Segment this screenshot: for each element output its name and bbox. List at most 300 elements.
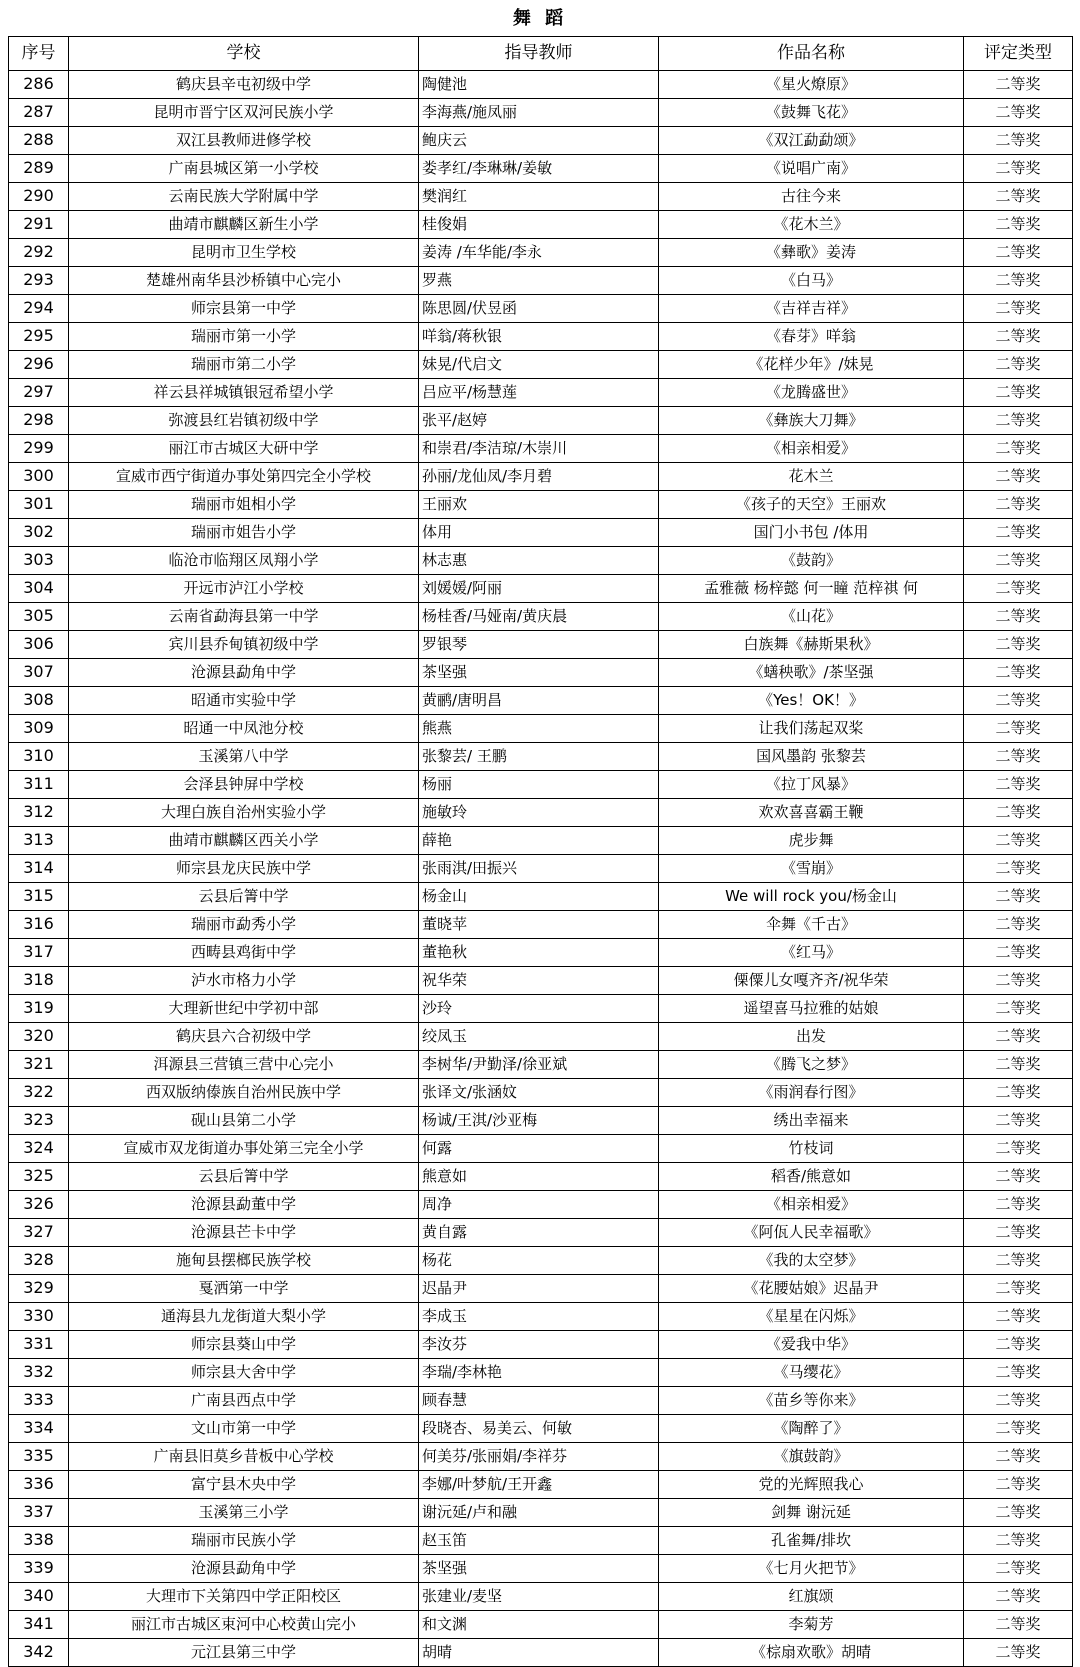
cell-award: 二等奖 bbox=[964, 939, 1073, 967]
cell-award: 二等奖 bbox=[964, 351, 1073, 379]
cell-award: 二等奖 bbox=[964, 1079, 1073, 1107]
column-header-school: 学校 bbox=[69, 37, 419, 71]
table-row bbox=[9, 239, 1073, 267]
table-row bbox=[9, 1359, 1073, 1387]
table-row bbox=[9, 407, 1073, 435]
cell-teacher: 张平/赵婷 bbox=[419, 407, 659, 435]
cell-index: 295 bbox=[9, 323, 69, 351]
table-row bbox=[9, 911, 1073, 939]
cell-school: 楚雄州南华县沙桥镇中心完小 bbox=[69, 267, 419, 295]
cell-index: 318 bbox=[9, 967, 69, 995]
cell-teacher: 茶坚强 bbox=[419, 659, 659, 687]
cell-work: 出发 bbox=[659, 1023, 964, 1051]
cell-school: 师宗县龙庆民族中学 bbox=[69, 855, 419, 883]
cell-work: 孟雅薇 杨梓懿 何一瞳 范梓祺 何 bbox=[659, 575, 964, 603]
cell-award: 二等奖 bbox=[964, 407, 1073, 435]
cell-school: 广南县西点中学 bbox=[69, 1387, 419, 1415]
cell-teacher: 薛艳 bbox=[419, 827, 659, 855]
cell-teacher: 罗银琴 bbox=[419, 631, 659, 659]
cell-award: 二等奖 bbox=[964, 1247, 1073, 1275]
cell-award: 二等奖 bbox=[964, 1443, 1073, 1471]
cell-award: 二等奖 bbox=[964, 71, 1073, 99]
cell-school: 师宗县第一中学 bbox=[69, 295, 419, 323]
cell-index: 327 bbox=[9, 1219, 69, 1247]
cell-work: 白族舞《赫斯果秋》 bbox=[659, 631, 964, 659]
cell-work: 《雨润春行图》 bbox=[659, 1079, 964, 1107]
table-row bbox=[9, 183, 1073, 211]
cell-index: 325 bbox=[9, 1163, 69, 1191]
table-row bbox=[9, 351, 1073, 379]
cell-award: 二等奖 bbox=[964, 995, 1073, 1023]
table-row bbox=[9, 883, 1073, 911]
table-row bbox=[9, 491, 1073, 519]
cell-teacher: 周净 bbox=[419, 1191, 659, 1219]
cell-award: 二等奖 bbox=[964, 1331, 1073, 1359]
cell-award: 二等奖 bbox=[964, 1359, 1073, 1387]
cell-index: 300 bbox=[9, 463, 69, 491]
cell-award: 二等奖 bbox=[964, 771, 1073, 799]
cell-index: 303 bbox=[9, 547, 69, 575]
table-row bbox=[9, 1191, 1073, 1219]
cell-award: 二等奖 bbox=[964, 715, 1073, 743]
cell-school: 大理新世纪中学初中部 bbox=[69, 995, 419, 1023]
cell-index: 336 bbox=[9, 1471, 69, 1499]
table-row bbox=[9, 435, 1073, 463]
cell-award: 二等奖 bbox=[964, 883, 1073, 911]
cell-work: 《鼓舞飞花》 bbox=[659, 99, 964, 127]
cell-school: 元江县第三中学 bbox=[69, 1639, 419, 1667]
cell-index: 329 bbox=[9, 1275, 69, 1303]
cell-school: 宣威市西宁街道办事处第四完全小学校 bbox=[69, 463, 419, 491]
cell-index: 342 bbox=[9, 1639, 69, 1667]
cell-teacher: 桂俊娟 bbox=[419, 211, 659, 239]
cell-teacher: 杨桂香/马娅南/黄庆晨 bbox=[419, 603, 659, 631]
table-row bbox=[9, 1639, 1073, 1667]
cell-award: 二等奖 bbox=[964, 1163, 1073, 1191]
cell-teacher: 熊燕 bbox=[419, 715, 659, 743]
cell-index: 286 bbox=[9, 71, 69, 99]
table-head bbox=[9, 37, 1073, 71]
cell-school: 师宗县大舍中学 bbox=[69, 1359, 419, 1387]
cell-award: 二等奖 bbox=[964, 799, 1073, 827]
cell-work: 《七月火把节》 bbox=[659, 1555, 964, 1583]
cell-award: 二等奖 bbox=[964, 1219, 1073, 1247]
cell-work: 绣出幸福来 bbox=[659, 1107, 964, 1135]
cell-index: 334 bbox=[9, 1415, 69, 1443]
cell-index: 323 bbox=[9, 1107, 69, 1135]
cell-teacher: 何露 bbox=[419, 1135, 659, 1163]
table-row bbox=[9, 1331, 1073, 1359]
cell-teacher: 咩翁/蒋秋银 bbox=[419, 323, 659, 351]
cell-work: 《相亲相爱》 bbox=[659, 1191, 964, 1219]
cell-teacher: 杨金山 bbox=[419, 883, 659, 911]
cell-teacher: 张建业/麦坚 bbox=[419, 1583, 659, 1611]
cell-work: 国门小书包 /体用 bbox=[659, 519, 964, 547]
cell-teacher: 黄鹂/唐明昌 bbox=[419, 687, 659, 715]
cell-teacher: 赵玉笛 bbox=[419, 1527, 659, 1555]
cell-work: 红旗颂 bbox=[659, 1583, 964, 1611]
table-row bbox=[9, 631, 1073, 659]
cell-work: 花木兰 bbox=[659, 463, 964, 491]
cell-work: 《我的太空梦》 bbox=[659, 1247, 964, 1275]
cell-work: 《吉祥吉祥》 bbox=[659, 295, 964, 323]
cell-award: 二等奖 bbox=[964, 1135, 1073, 1163]
cell-award: 二等奖 bbox=[964, 323, 1073, 351]
cell-work: 稻香/熊意如 bbox=[659, 1163, 964, 1191]
cell-school: 鹤庆县辛屯初级中学 bbox=[69, 71, 419, 99]
cell-work: 《彝歌》姜涛 bbox=[659, 239, 964, 267]
cell-teacher: 李成玉 bbox=[419, 1303, 659, 1331]
table-body bbox=[9, 71, 1073, 1667]
cell-index: 304 bbox=[9, 575, 69, 603]
table-row bbox=[9, 575, 1073, 603]
cell-work: 《双江勐勐颂》 bbox=[659, 127, 964, 155]
cell-work: 《陶醉了》 bbox=[659, 1415, 964, 1443]
cell-teacher: 祝华荣 bbox=[419, 967, 659, 995]
table-row bbox=[9, 1219, 1073, 1247]
table-row bbox=[9, 547, 1073, 575]
cell-award: 二等奖 bbox=[964, 127, 1073, 155]
cell-school: 云南省勐海县第一中学 bbox=[69, 603, 419, 631]
cell-award: 二等奖 bbox=[964, 659, 1073, 687]
cell-school: 沧源县芒卡中学 bbox=[69, 1219, 419, 1247]
cell-award: 二等奖 bbox=[964, 743, 1073, 771]
table-row bbox=[9, 211, 1073, 239]
cell-work: 孔雀舞/排坎 bbox=[659, 1527, 964, 1555]
cell-teacher: 熊意如 bbox=[419, 1163, 659, 1191]
cell-work: 《说唱广南》 bbox=[659, 155, 964, 183]
table-row bbox=[9, 463, 1073, 491]
cell-work: 《爱我中华》 bbox=[659, 1331, 964, 1359]
cell-index: 339 bbox=[9, 1555, 69, 1583]
cell-award: 二等奖 bbox=[964, 211, 1073, 239]
cell-teacher: 和崇君/李洁琼/木崇川 bbox=[419, 435, 659, 463]
cell-index: 321 bbox=[9, 1051, 69, 1079]
table-row bbox=[9, 1387, 1073, 1415]
cell-school: 瑞丽市民族小学 bbox=[69, 1527, 419, 1555]
cell-teacher: 和文渊 bbox=[419, 1611, 659, 1639]
cell-teacher: 李树华/尹勤泽/徐亚斌 bbox=[419, 1051, 659, 1079]
cell-index: 305 bbox=[9, 603, 69, 631]
cell-work: 《拉丁风暴》 bbox=[659, 771, 964, 799]
page-title: 舞 蹈 bbox=[512, 8, 568, 29]
cell-index: 328 bbox=[9, 1247, 69, 1275]
table-row bbox=[9, 1471, 1073, 1499]
table-row bbox=[9, 743, 1073, 771]
cell-index: 297 bbox=[9, 379, 69, 407]
cell-index: 287 bbox=[9, 99, 69, 127]
table-row bbox=[9, 827, 1073, 855]
table-row bbox=[9, 1499, 1073, 1527]
cell-award: 二等奖 bbox=[964, 1415, 1073, 1443]
cell-index: 301 bbox=[9, 491, 69, 519]
table-row bbox=[9, 1135, 1073, 1163]
cell-index: 296 bbox=[9, 351, 69, 379]
cell-school: 大理白族自治州实验小学 bbox=[69, 799, 419, 827]
cell-school: 双江县教师进修学校 bbox=[69, 127, 419, 155]
cell-index: 294 bbox=[9, 295, 69, 323]
table-row bbox=[9, 127, 1073, 155]
table-row bbox=[9, 939, 1073, 967]
cell-teacher: 娄孝红/李琳琳/姜敏 bbox=[419, 155, 659, 183]
table-row bbox=[9, 687, 1073, 715]
cell-teacher: 茶坚强 bbox=[419, 1555, 659, 1583]
cell-award: 二等奖 bbox=[964, 1611, 1073, 1639]
cell-work: 党的光辉照我心 bbox=[659, 1471, 964, 1499]
cell-index: 330 bbox=[9, 1303, 69, 1331]
column-header-index: 序号 bbox=[9, 37, 69, 71]
cell-award: 二等奖 bbox=[964, 1023, 1073, 1051]
award-results-table bbox=[8, 36, 1073, 1667]
cell-work: 《星星在闪烁》 bbox=[659, 1303, 964, 1331]
table-row bbox=[9, 1051, 1073, 1079]
cell-award: 二等奖 bbox=[964, 267, 1073, 295]
cell-award: 二等奖 bbox=[964, 1471, 1073, 1499]
cell-teacher: 吕应平/杨慧莲 bbox=[419, 379, 659, 407]
cell-award: 二等奖 bbox=[964, 99, 1073, 127]
cell-school: 会泽县钟屏中学校 bbox=[69, 771, 419, 799]
cell-work: 傈僳儿女嘎齐齐/祝华荣 bbox=[659, 967, 964, 995]
cell-work: 《山花》 bbox=[659, 603, 964, 631]
cell-school: 师宗县葵山中学 bbox=[69, 1331, 419, 1359]
cell-award: 二等奖 bbox=[964, 1555, 1073, 1583]
table-row bbox=[9, 1079, 1073, 1107]
table-row bbox=[9, 855, 1073, 883]
cell-school: 昭通一中凤池分校 bbox=[69, 715, 419, 743]
cell-work: 剑舞 谢沅延 bbox=[659, 1499, 964, 1527]
cell-teacher: 妹晃/代启文 bbox=[419, 351, 659, 379]
cell-work: 《星火燎原》 bbox=[659, 71, 964, 99]
cell-award: 二等奖 bbox=[964, 603, 1073, 631]
table-row bbox=[9, 267, 1073, 295]
cell-award: 二等奖 bbox=[964, 911, 1073, 939]
cell-school: 弥渡县红岩镇初级中学 bbox=[69, 407, 419, 435]
cell-school: 文山市第一中学 bbox=[69, 1415, 419, 1443]
cell-teacher: 鲍庆云 bbox=[419, 127, 659, 155]
cell-teacher: 李瑞/李林艳 bbox=[419, 1359, 659, 1387]
cell-award: 二等奖 bbox=[964, 1191, 1073, 1219]
cell-award: 二等奖 bbox=[964, 239, 1073, 267]
cell-index: 313 bbox=[9, 827, 69, 855]
cell-index: 316 bbox=[9, 911, 69, 939]
cell-award: 二等奖 bbox=[964, 1639, 1073, 1667]
table-row bbox=[9, 99, 1073, 127]
cell-school: 瑞丽市第二小学 bbox=[69, 351, 419, 379]
cell-index: 309 bbox=[9, 715, 69, 743]
cell-school: 云县后箐中学 bbox=[69, 883, 419, 911]
cell-award: 二等奖 bbox=[964, 463, 1073, 491]
table-row bbox=[9, 1415, 1073, 1443]
table-row bbox=[9, 1611, 1073, 1639]
cell-school: 临沧市临翔区凤翔小学 bbox=[69, 547, 419, 575]
table-row bbox=[9, 519, 1073, 547]
table-row bbox=[9, 1527, 1073, 1555]
cell-award: 二等奖 bbox=[964, 855, 1073, 883]
cell-award: 二等奖 bbox=[964, 155, 1073, 183]
table-header-row bbox=[9, 37, 1073, 71]
cell-award: 二等奖 bbox=[964, 1583, 1073, 1611]
cell-index: 335 bbox=[9, 1443, 69, 1471]
cell-teacher: 李汝芬 bbox=[419, 1331, 659, 1359]
cell-award: 二等奖 bbox=[964, 519, 1073, 547]
cell-work: We will rock you/杨金山 bbox=[659, 883, 964, 911]
cell-index: 291 bbox=[9, 211, 69, 239]
cell-school: 宣威市双龙街道办事处第三完全小学 bbox=[69, 1135, 419, 1163]
cell-work: 伞舞《千古》 bbox=[659, 911, 964, 939]
table-row bbox=[9, 1247, 1073, 1275]
cell-work: 欢欢喜喜霸王鞭 bbox=[659, 799, 964, 827]
table-row bbox=[9, 799, 1073, 827]
cell-school: 丽江市古城区大研中学 bbox=[69, 435, 419, 463]
cell-award: 二等奖 bbox=[964, 1275, 1073, 1303]
cell-work: 《鼓韵》 bbox=[659, 547, 964, 575]
cell-school: 昆明市卫生学校 bbox=[69, 239, 419, 267]
cell-teacher: 迟晶尹 bbox=[419, 1275, 659, 1303]
cell-index: 324 bbox=[9, 1135, 69, 1163]
cell-index: 320 bbox=[9, 1023, 69, 1051]
cell-teacher: 谢沅延/卢和融 bbox=[419, 1499, 659, 1527]
cell-school: 鹤庆县六合初级中学 bbox=[69, 1023, 419, 1051]
cell-work: 古往今来 bbox=[659, 183, 964, 211]
cell-school: 戛洒第一中学 bbox=[69, 1275, 419, 1303]
table-row bbox=[9, 1443, 1073, 1471]
table-row bbox=[9, 323, 1073, 351]
table-row bbox=[9, 1275, 1073, 1303]
cell-teacher: 孙丽/龙仙凤/李月碧 bbox=[419, 463, 659, 491]
cell-award: 二等奖 bbox=[964, 1527, 1073, 1555]
cell-school: 昆明市晋宁区双河民族小学 bbox=[69, 99, 419, 127]
cell-school: 广南县城区第一小学校 bbox=[69, 155, 419, 183]
cell-work: 《腾飞之梦》 bbox=[659, 1051, 964, 1079]
column-header-award: 评定类型 bbox=[964, 37, 1073, 71]
table-row bbox=[9, 1583, 1073, 1611]
cell-index: 312 bbox=[9, 799, 69, 827]
cell-work: 《孩子的天空》王丽欢 bbox=[659, 491, 964, 519]
cell-index: 298 bbox=[9, 407, 69, 435]
cell-teacher: 陈思圆/伏昱函 bbox=[419, 295, 659, 323]
cell-work: 《彝族大刀舞》 bbox=[659, 407, 964, 435]
table-row bbox=[9, 1163, 1073, 1191]
cell-award: 二等奖 bbox=[964, 827, 1073, 855]
cell-award: 二等奖 bbox=[964, 295, 1073, 323]
cell-school: 开远市泸江小学校 bbox=[69, 575, 419, 603]
cell-index: 337 bbox=[9, 1499, 69, 1527]
cell-school: 昭通市实验中学 bbox=[69, 687, 419, 715]
cell-index: 308 bbox=[9, 687, 69, 715]
table-row bbox=[9, 967, 1073, 995]
cell-index: 290 bbox=[9, 183, 69, 211]
cell-index: 319 bbox=[9, 995, 69, 1023]
table-row bbox=[9, 1555, 1073, 1583]
cell-award: 二等奖 bbox=[964, 1387, 1073, 1415]
cell-teacher: 姜涛 /车华能/李永 bbox=[419, 239, 659, 267]
cell-teacher: 张译文/张涵妏 bbox=[419, 1079, 659, 1107]
cell-work: 让我们荡起双桨 bbox=[659, 715, 964, 743]
cell-work: 《红马》 bbox=[659, 939, 964, 967]
table-row bbox=[9, 603, 1073, 631]
table-row bbox=[9, 1023, 1073, 1051]
cell-award: 二等奖 bbox=[964, 687, 1073, 715]
cell-index: 315 bbox=[9, 883, 69, 911]
cell-award: 二等奖 bbox=[964, 1499, 1073, 1527]
cell-award: 二等奖 bbox=[964, 1051, 1073, 1079]
cell-school: 玉溪第八中学 bbox=[69, 743, 419, 771]
cell-school: 沧源县勐董中学 bbox=[69, 1191, 419, 1219]
cell-school: 泸水市格力小学 bbox=[69, 967, 419, 995]
cell-index: 340 bbox=[9, 1583, 69, 1611]
cell-school: 通海县九龙街道大梨小学 bbox=[69, 1303, 419, 1331]
cell-teacher: 李娜/叶梦航/王开鑫 bbox=[419, 1471, 659, 1499]
cell-index: 310 bbox=[9, 743, 69, 771]
table-row bbox=[9, 1107, 1073, 1135]
cell-school: 施甸县摆榔民族学校 bbox=[69, 1247, 419, 1275]
cell-teacher: 樊润红 bbox=[419, 183, 659, 211]
cell-school: 云南民族大学附属中学 bbox=[69, 183, 419, 211]
cell-work: 《龙腾盛世》 bbox=[659, 379, 964, 407]
cell-work: 《相亲相爱》 bbox=[659, 435, 964, 463]
cell-index: 322 bbox=[9, 1079, 69, 1107]
cell-teacher: 罗燕 bbox=[419, 267, 659, 295]
table-row bbox=[9, 1303, 1073, 1331]
cell-index: 288 bbox=[9, 127, 69, 155]
cell-teacher: 绞凤玉 bbox=[419, 1023, 659, 1051]
column-header-teacher: 指导教师 bbox=[419, 37, 659, 71]
cell-school: 瑞丽市姐告小学 bbox=[69, 519, 419, 547]
cell-work: 《马缨花》 bbox=[659, 1359, 964, 1387]
cell-school: 瑞丽市姐相小学 bbox=[69, 491, 419, 519]
cell-teacher: 段晓杏、易美云、何敏 bbox=[419, 1415, 659, 1443]
cell-school: 云县后箐中学 bbox=[69, 1163, 419, 1191]
cell-award: 二等奖 bbox=[964, 547, 1073, 575]
table-container bbox=[0, 36, 1080, 1667]
cell-school: 玉溪第三小学 bbox=[69, 1499, 419, 1527]
cell-teacher: 体用 bbox=[419, 519, 659, 547]
cell-award: 二等奖 bbox=[964, 1107, 1073, 1135]
table-row bbox=[9, 771, 1073, 799]
cell-school: 丽江市古城区束河中心校黄山完小 bbox=[69, 1611, 419, 1639]
cell-school: 富宁县木央中学 bbox=[69, 1471, 419, 1499]
cell-teacher: 董晓苹 bbox=[419, 911, 659, 939]
cell-work: 《花木兰》 bbox=[659, 211, 964, 239]
cell-work: 《春芽》咩翁 bbox=[659, 323, 964, 351]
cell-teacher: 陶健池 bbox=[419, 71, 659, 99]
cell-school: 瑞丽市第一小学 bbox=[69, 323, 419, 351]
cell-award: 二等奖 bbox=[964, 1303, 1073, 1331]
cell-school: 宾川县乔甸镇初级中学 bbox=[69, 631, 419, 659]
cell-school: 曲靖市麒麟区西关小学 bbox=[69, 827, 419, 855]
cell-index: 293 bbox=[9, 267, 69, 295]
cell-teacher: 杨花 bbox=[419, 1247, 659, 1275]
cell-school: 洱源县三营镇三营中心完小 bbox=[69, 1051, 419, 1079]
cell-teacher: 林志惠 bbox=[419, 547, 659, 575]
cell-work: 虎步舞 bbox=[659, 827, 964, 855]
cell-award: 二等奖 bbox=[964, 631, 1073, 659]
cell-teacher: 杨诚/王淇/沙亚梅 bbox=[419, 1107, 659, 1135]
table-row bbox=[9, 155, 1073, 183]
cell-school: 西畴县鸡街中学 bbox=[69, 939, 419, 967]
cell-index: 311 bbox=[9, 771, 69, 799]
cell-work: 《棕扇欢歌》胡晴 bbox=[659, 1639, 964, 1667]
cell-award: 二等奖 bbox=[964, 183, 1073, 211]
table-row bbox=[9, 379, 1073, 407]
cell-award: 二等奖 bbox=[964, 575, 1073, 603]
cell-index: 292 bbox=[9, 239, 69, 267]
cell-award: 二等奖 bbox=[964, 435, 1073, 463]
cell-school: 曲靖市麒麟区新生小学 bbox=[69, 211, 419, 239]
cell-award: 二等奖 bbox=[964, 379, 1073, 407]
table-row bbox=[9, 995, 1073, 1023]
cell-teacher: 杨丽 bbox=[419, 771, 659, 799]
